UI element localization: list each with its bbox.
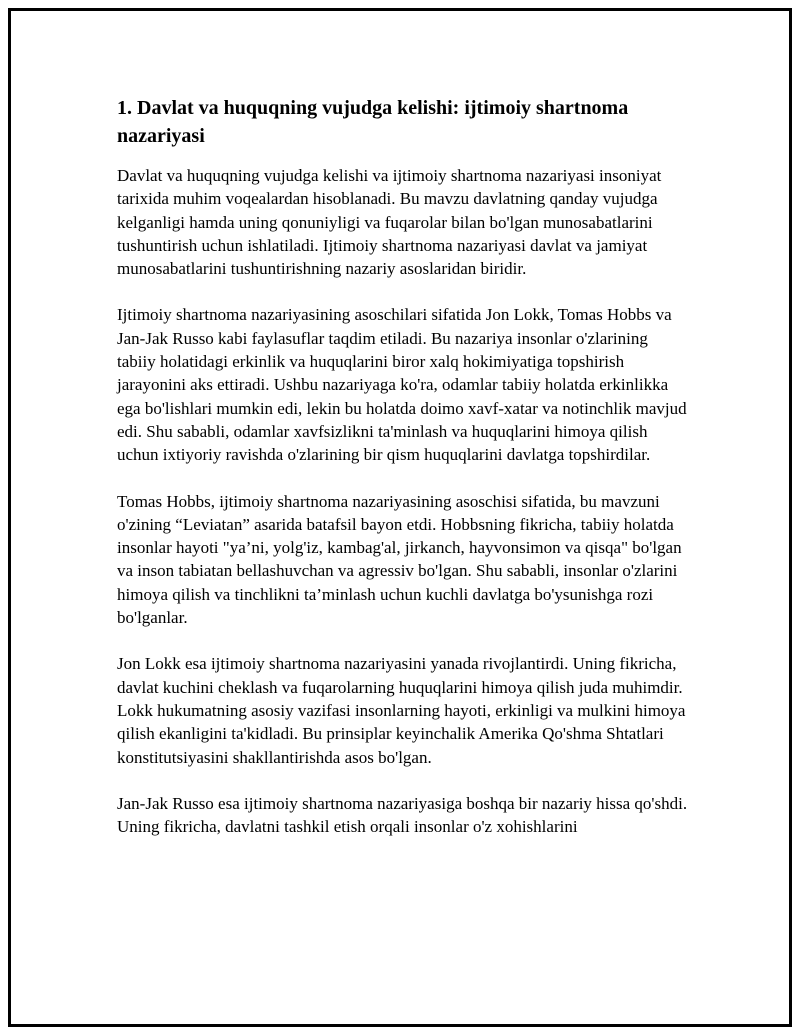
paragraph-locke: Jon Lokk esa ijtimoiy shartnoma nazariyasini yanada rivojlantirdi. Uning fikricha, davlat kuchini cheklash va fuqarolarning huquqlarini himoya qilish juda muhimdir. Lokk hukumatning asosiy vazifasi insonlarning hayoti, erkinligi va mulkini himoya qilish ekanligini ta'kidladi. Bu prinsiplar keyinchalik Amerika Qo'shma Shtatlari konstitutsiyasini shakllantirishda asos bo'lgan. bbox=[117, 654, 686, 767]
paragraph-hobbs: Tomas Hobbs, ijtimoiy shartnoma nazariyasining asoschisi sifatida, bu mavzuni o'zining “Leviatan” asarida batafsil bayon etdi. Hobbsning fikricha, tabiiy holatda insonlar hayoti "ya’ni, yolg'iz, kambag'al, jirkanch, hayvonsimon va qisqa" bo'lgan va inson tabiatan bellashuvchan va agressiv bo'lgan. Shu sababli, insonlar o'zlarini himoya qilish va tinchlikni ta’minlash uchun kuchli davlatga bo'ysunishga rozi bo'lganlar. bbox=[117, 491, 682, 628]
document-body bbox=[117, 94, 689, 861]
paragraph-rousseau: Jan-Jak Russo esa ijtimoiy shartnoma nazariyasiga boshqa bir nazariy hissa qo'shdi. Uning fikricha, davlatni tashkil etish orqali insonlar o'z xohishlarini bbox=[117, 793, 688, 837]
paragraph-founders: Ijtimoiy shartnoma nazariyasining asoschilari sifatida Jon Lokk, Tomas Hobbs va Jan-Jak Russo kabi faylasuflar taqdim etiladi. Bu nazariya insonlar o'zlarining tabiiy holatidagi erkinlik va huquqlarini biror xalq hokimiyatiga topshirish jarayonini aks ettiradi. Ushbu nazariyaga ko'ra, odamlar tabiiy holatda erkinlikka ega bo'lishlari mumkin edi, lekin bu holatda doimo xavf-xatar va notinchlik mavjud edi. Shu sababli, odamlar xavfsizlikni ta'minlash va huquqlarini himoya qilish uchun ixtiyoriy ravishda o'zlarining bir qism huquqlarini davlatga topshirdilar. bbox=[117, 305, 687, 465]
paragraph-intro: Davlat va huquqning vujudga kelishi va ijtimoiy shartnoma nazariyasi insoniyat tarixida muhim voqealardan hisoblanadi. Bu mavzu davlatning qanday vujudga kelganligi hamda uning qonuniyligi va fuqarolar bilan bo'lgan munosabatlarini tushuntirish uchun ishlatiladi. Ijtimoiy shartnoma nazariyasi davlat va jamiyat munosabatlarini tushuntirishning nazariy asoslaridan biridir. bbox=[117, 166, 662, 279]
section-heading: 1. Davlat va huquqning vujudga kelishi: ijtimoiy shartnoma nazariyasi bbox=[117, 97, 629, 147]
